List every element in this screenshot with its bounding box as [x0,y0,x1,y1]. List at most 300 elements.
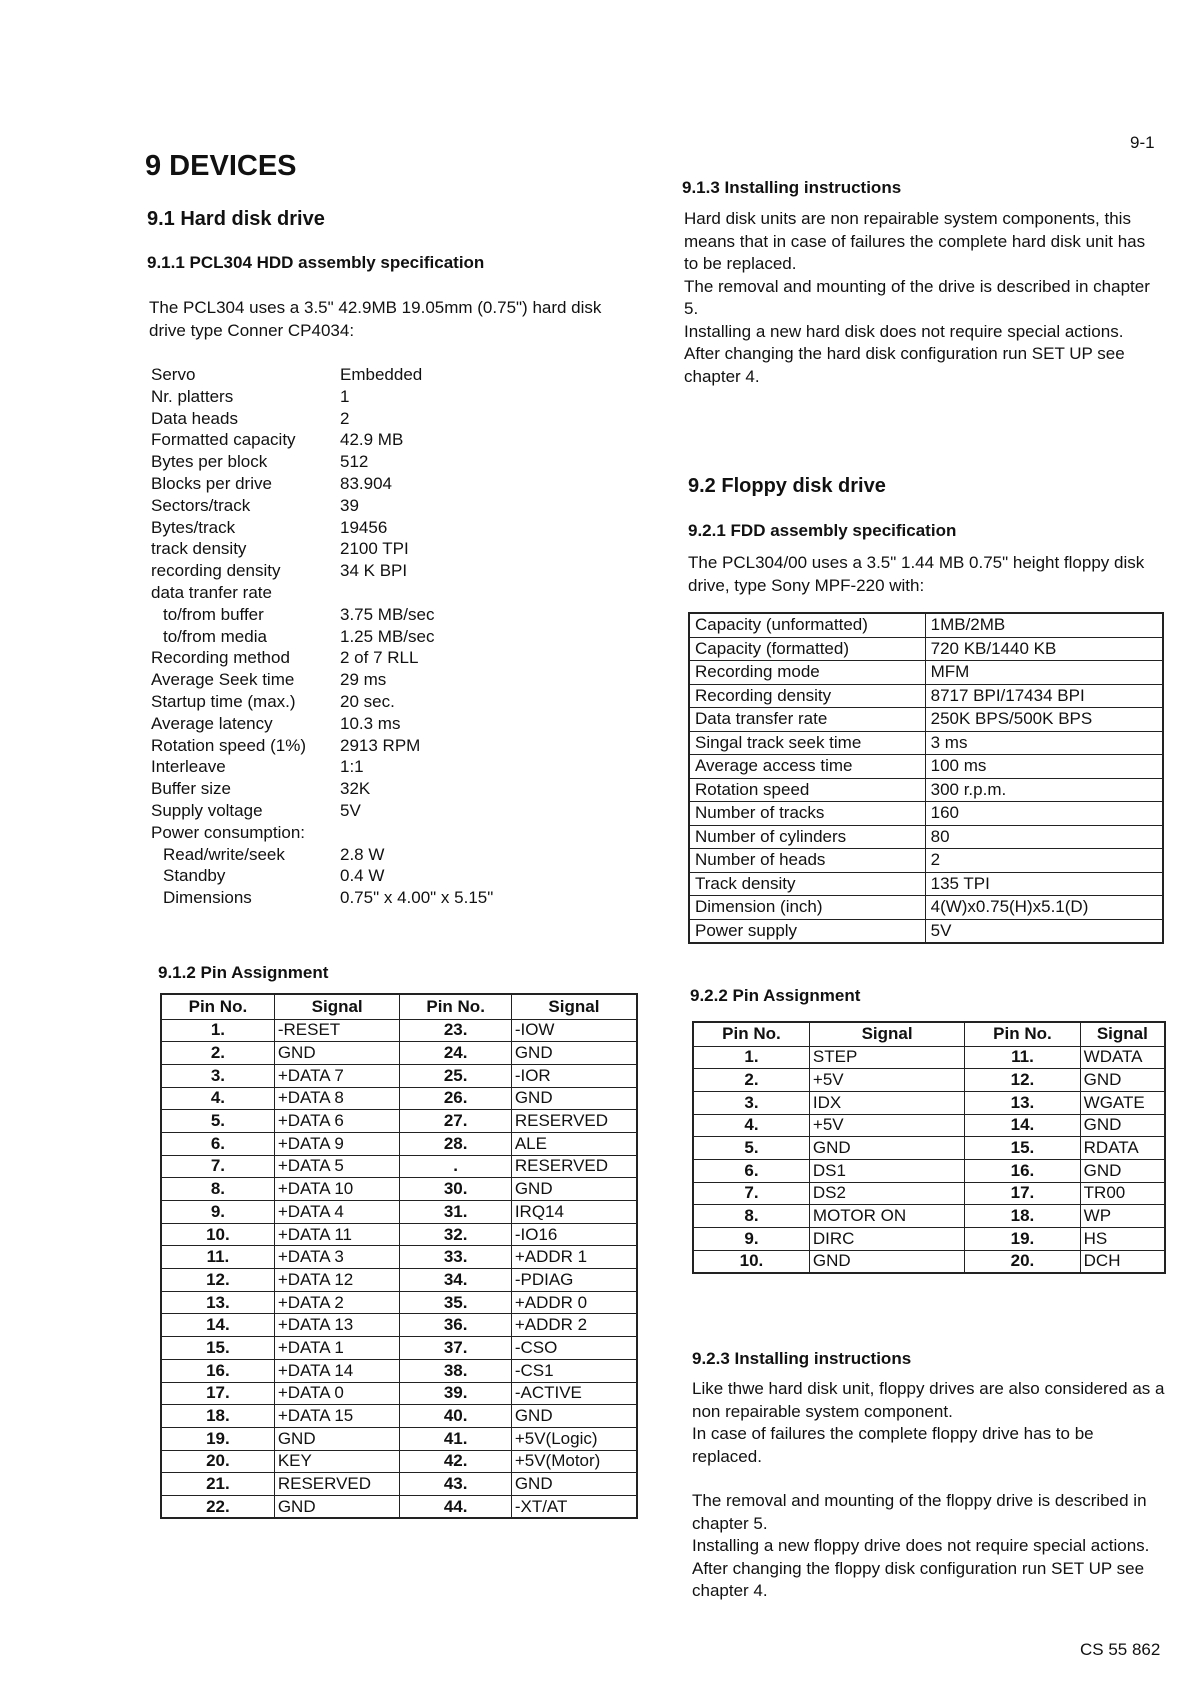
spec-value [340,583,493,605]
pin-number: 7. [693,1182,809,1205]
pin-number: 18. [965,1205,1080,1228]
spec-value: 83.904 [340,473,392,493]
pin-number: 34. [400,1269,511,1292]
pin-number: 22. [161,1495,274,1518]
pin-number: 8. [693,1205,809,1228]
table-row [689,825,1163,849]
spec-row [151,518,493,540]
spec-label: Startup time (max.) [151,691,296,711]
spec-value: 100 ms [925,755,1163,779]
spec-value: 8717 BPI/17434 BPI [925,684,1163,708]
pin-signal: GND [274,1495,400,1518]
spec-label: Supply voltage [151,800,263,820]
spec-label: Average access time [689,755,925,779]
spec-label: Recording method [151,648,290,668]
pin-number: . [400,1155,511,1178]
spec-value: MFM [925,661,1163,685]
table-row [693,1046,1165,1069]
table-row [693,1137,1165,1160]
section-9-1-1-title: 9.1.1 PCL304 HDD assembly specification [147,253,485,272]
pin-signal: IDX [809,1091,964,1114]
table-row [161,1269,637,1292]
pin-signal: GND [1080,1069,1165,1092]
pin-number: 35. [400,1291,511,1314]
spec-row [151,430,493,452]
pin-signal: DS1 [809,1159,964,1182]
spec-value: 5V [925,919,1163,943]
spec-value: 5V [340,800,361,820]
table-row [161,1178,637,1201]
pin-signal: RESERVED [511,1155,637,1178]
document-code: CS 55 862 [1080,1640,1161,1659]
table-row [161,1405,637,1428]
pin-number: 10. [693,1250,809,1273]
section-9-1-2-title: 9.1.2 Pin Assignment [158,963,329,982]
section-9-2-1-title: 9.2.1 FDD assembly specification [688,521,957,540]
spec-label: data tranfer rate [151,582,272,602]
pin-signal: GND [511,1087,637,1110]
spec-label: Servo [151,365,196,384]
spec-label: Nr. platters [151,386,234,406]
pin-number: 23. [400,1019,511,1042]
spec-label: Track density [689,872,925,896]
pin-signal: WGATE [1080,1091,1165,1114]
spec-label: Number of heads [689,849,925,873]
pin-signal: DS2 [809,1182,964,1205]
pin-number: 7. [161,1155,274,1178]
spec-value: 300 r.p.m. [925,778,1163,802]
pin-signal: RESERVED [511,1110,637,1133]
pin-number: 12. [965,1069,1080,1092]
pin-signal: KEY [274,1450,400,1473]
pin-signal: DIRC [809,1228,964,1251]
table-row [689,661,1163,685]
spec-row [151,845,493,867]
table-row [161,1087,637,1110]
pin-signal: -PDIAG [511,1269,637,1292]
table-row [693,1250,1165,1273]
pin-number: 8. [161,1178,274,1201]
pin-signal: +DATA 3 [274,1246,400,1269]
spec-label: Standby [163,866,226,886]
pin-number: 15. [161,1337,274,1360]
pin-number: 39. [400,1382,511,1405]
spec-row [151,409,493,431]
pin-number: 2. [161,1042,274,1065]
table-row [161,1473,637,1496]
paragraph: In case of failures the complete floppy drive has to be replaced. [692,1424,1094,1466]
pin-signal: +DATA 6 [274,1110,400,1133]
pin-number: 27. [400,1110,511,1133]
hdd-install-text [684,208,1154,388]
spec-value: 1.25 MB/sec [340,626,435,646]
pin-signal: IRQ14 [511,1201,637,1224]
spec-row [151,496,493,518]
table-row [693,1228,1165,1251]
spec-label: Interleave [151,757,226,777]
pin-signal: GND [1080,1114,1165,1137]
spec-value: 32K [340,779,371,799]
section-9-2-3-title: 9.2.3 Installing instructions [692,1349,912,1368]
pin-number: 41. [400,1427,511,1450]
table-row [693,1091,1165,1114]
table-row [689,637,1163,661]
pin-signal: GND [511,1042,637,1065]
spec-label: Power supply [689,919,925,943]
spec-row [151,387,493,409]
spec-value: 3.75 MB/sec [340,604,435,624]
spec-value: 2100 TPI [340,539,409,559]
pin-signal: +DATA 8 [274,1087,400,1110]
pin-signal: GND [1080,1159,1165,1182]
spec-row [151,888,493,910]
pin-signal: WP [1080,1205,1165,1228]
pin-number: 38. [400,1359,511,1382]
hdd-spec-list [151,365,493,910]
column-header: Signal [1080,1022,1165,1046]
table-row [161,1155,637,1178]
pin-number: 43. [400,1473,511,1496]
pin-number: 33. [400,1246,511,1269]
table-row [161,1019,637,1042]
paragraph: Hard disk units are non repairable system components, this means that in case of failures the complete hard disk unit has to be replaced. [684,209,1146,273]
spec-value: 1MB/2MB [925,613,1163,637]
pin-signal: HS [1080,1228,1165,1251]
spec-row [151,714,493,736]
chapter-title: 9 DEVICES [145,150,297,182]
pin-number: 17. [161,1382,274,1405]
spec-value: 3 ms [925,731,1163,755]
spec-value: 80 [925,825,1163,849]
pin-signal: -IOR [511,1064,637,1087]
pin-signal: -XT/AT [511,1495,637,1518]
pin-number: 12. [161,1269,274,1292]
pin-signal: +DATA 9 [274,1132,400,1155]
pin-signal: +5V(Logic) [511,1427,637,1450]
pin-signal: -RESET [274,1019,400,1042]
table-row [161,1132,637,1155]
pin-signal: +DATA 7 [274,1064,400,1087]
pin-number: 11. [161,1246,274,1269]
pin-signal: +DATA 2 [274,1291,400,1314]
spec-value: 1:1 [340,757,364,777]
pin-number: 1. [693,1046,809,1069]
pin-signal: +ADDR 0 [511,1291,637,1314]
pin-number: 14. [161,1314,274,1337]
pin-number: 16. [161,1359,274,1382]
pin-number: 26. [400,1087,511,1110]
spec-label: Recording density [689,684,925,708]
table-row [161,1314,637,1337]
spec-row [151,801,493,823]
spec-label: Average Seek time [151,670,295,690]
pin-number: 5. [161,1110,274,1133]
spec-label: Read/write/seek [163,844,285,864]
pin-signal: ALE [511,1132,637,1155]
pin-signal: +5V(Motor) [511,1450,637,1473]
table-row [689,919,1163,943]
pin-signal: RDATA [1080,1137,1165,1160]
pin-signal: +DATA 12 [274,1269,400,1292]
spec-label: Data heads [151,408,238,428]
pin-number: 4. [693,1114,809,1137]
spec-value: 19456 [340,517,388,537]
pin-signal: +DATA 11 [274,1223,400,1246]
spec-label: Formatted capacity [151,430,296,450]
pin-signal: WDATA [1080,1046,1165,1069]
spec-value: 34 K BPI [340,561,408,581]
table-row [693,1069,1165,1092]
spec-value: 135 TPI [925,872,1163,896]
spec-value: 720 KB/1440 KB [925,637,1163,661]
spec-value: Embedded [340,365,423,384]
pin-number: 9. [693,1228,809,1251]
spec-label: Average latency [151,713,273,733]
pin-signal: +ADDR 2 [511,1314,637,1337]
pin-number: 20. [965,1250,1080,1273]
spec-value: 29 ms [340,670,387,690]
section-9-2-2-title: 9.2.2 Pin Assignment [690,986,861,1005]
pin-signal: +DATA 10 [274,1178,400,1201]
table-row [161,1042,637,1065]
spec-value: 4(W)x0.75(H)x5.1(D) [925,896,1163,920]
spec-label: Capacity (unformatted) [689,613,925,637]
pin-signal: -CSO [511,1337,637,1360]
spec-value: 2913 RPM [340,735,421,755]
pin-number: 18. [161,1405,274,1428]
spec-row [151,823,493,845]
spec-row [151,736,493,758]
paragraph: The removal and mounting of the drive is described in chapter 5. [684,276,1150,318]
column-header: Signal [809,1022,964,1046]
pin-number: 32. [400,1223,511,1246]
spec-label: Number of cylinders [689,825,925,849]
spec-label: Bytes per block [151,452,268,472]
spec-row [151,583,493,605]
spec-value: 42.9 MB [340,430,404,450]
pin-signal: +DATA 5 [274,1155,400,1178]
pin-number: 2. [693,1069,809,1092]
pin-signal: DCH [1080,1250,1165,1273]
column-header: Pin No. [400,994,511,1019]
pin-number: 1. [161,1019,274,1042]
pin-number: 3. [693,1091,809,1114]
pin-signal: GND [511,1473,637,1496]
table-row [161,1495,637,1518]
pin-number: 3. [161,1064,274,1087]
spec-value: 1 [340,386,350,406]
pin-number: 25. [400,1064,511,1087]
spec-value [340,823,493,845]
table-row [161,1110,637,1133]
pin-number: 17. [965,1182,1080,1205]
spec-row [151,670,493,692]
pin-signal: GND [274,1427,400,1450]
pin-number: 11. [965,1046,1080,1069]
table-row [161,1427,637,1450]
fdd-pin-table [692,1021,1166,1274]
spec-label: Data transfer rate [689,708,925,732]
spec-label: recording density [151,561,281,581]
spec-label: Rotation speed (1%) [151,735,306,755]
pin-signal: +DATA 15 [274,1405,400,1428]
table-row [689,708,1163,732]
pin-signal: GND [809,1250,964,1273]
fdd-pin-header-row [693,1022,1165,1046]
column-header: Signal [511,994,637,1019]
spec-label: Singal track seek time [689,731,925,755]
paragraph [692,1468,1167,1490]
pin-number: 13. [965,1091,1080,1114]
pin-signal: GND [809,1137,964,1160]
fdd-spec-table [688,612,1164,944]
table-row [693,1182,1165,1205]
pin-signal: TR00 [1080,1182,1165,1205]
spec-value: 0.75" x 4.00" x 5.15" [340,888,494,908]
paragraph: The removal and mounting of the floppy drive is described in chapter 5. [692,1491,1147,1533]
spec-row [151,779,493,801]
pin-signal: GND [511,1405,637,1428]
spec-value: 2.8 W [340,844,385,864]
pin-signal: MOTOR ON [809,1205,964,1228]
pin-number: 44. [400,1495,511,1518]
pin-signal: -IO16 [511,1223,637,1246]
hdd-intro: The PCL304 uses a 3.5" 42.9MB 19.05mm (0.75") hard disk drive type Conner CP4034: [149,298,602,340]
paragraph: Installing a new floppy drive does not require special actions. After changing the floppy disk configuration run SET UP see chapter 4. [692,1536,1150,1600]
spec-label: Sectors/track [151,495,251,515]
pin-signal: -ACTIVE [511,1382,637,1405]
table-row [689,778,1163,802]
spec-label: Power consumption: [151,822,306,842]
pin-signal: +DATA 0 [274,1382,400,1405]
pin-signal: +DATA 14 [274,1359,400,1382]
spec-label: track density [151,539,247,559]
pin-number: 14. [965,1114,1080,1137]
spec-label: Capacity (formatted) [689,637,925,661]
pin-number: 30. [400,1178,511,1201]
spec-row [151,605,493,627]
table-row [689,872,1163,896]
pin-number: 9. [161,1201,274,1224]
pin-number: 40. [400,1405,511,1428]
spec-value: 2 of 7 RLL [340,648,419,668]
table-row [689,613,1163,637]
pin-signal: +5V [809,1069,964,1092]
pin-number: 31. [400,1201,511,1224]
table-row [161,1064,637,1087]
hdd-pin-table [160,993,638,1519]
spec-row [151,452,493,474]
pin-signal: +DATA 4 [274,1201,400,1224]
table-row [693,1114,1165,1137]
paragraph: Installing a new hard disk does not require special actions. After changing the hard disk configuration run SET UP see chapter 4. [684,321,1125,386]
spec-row [151,627,493,649]
spec-label: to/from media [163,626,267,646]
pin-number: 15. [965,1137,1080,1160]
column-header: Pin No. [693,1022,809,1046]
hdd-pin-header-row [161,994,637,1019]
spec-row [151,365,493,387]
table-row [161,1201,637,1224]
spec-row [151,474,493,496]
table-row [161,1450,637,1473]
fdd-install-text [692,1378,1167,1603]
pin-number: 19. [161,1427,274,1450]
section-9-1-title: 9.1 Hard disk drive [147,208,325,230]
page-number: 9-1 [1130,133,1155,152]
section-9-2-title: 9.2 Floppy disk drive [688,475,886,497]
pin-signal: RESERVED [274,1473,400,1496]
fdd-intro: The PCL304/00 uses a 3.5" 1.44 MB 0.75" height floppy disk drive, type Sony MPF-220 with: [688,553,1145,595]
pin-signal: GND [511,1178,637,1201]
spec-value: 512 [340,452,369,472]
pin-signal: GND [274,1042,400,1065]
pin-number: 10. [161,1223,274,1246]
pin-signal: +5V [809,1114,964,1137]
table-row [161,1246,637,1269]
spec-row [151,692,493,714]
spec-row [151,539,493,561]
pin-signal: STEP [809,1046,964,1069]
table-row [161,1359,637,1382]
spec-value: 2 [340,408,350,428]
column-header: Pin No. [161,994,274,1019]
spec-label: Dimensions [163,888,252,908]
pin-number: 28. [400,1132,511,1155]
spec-row [151,648,493,670]
spec-value: 2 [925,849,1163,873]
table-row [689,849,1163,873]
spec-label: Number of tracks [689,802,925,826]
spec-value: 160 [925,802,1163,826]
pin-signal: -IOW [511,1019,637,1042]
column-header: Pin No. [965,1022,1080,1046]
spec-row [151,757,493,779]
table-row [161,1223,637,1246]
spec-label: Dimension (inch) [689,896,925,920]
pin-number: 6. [693,1159,809,1182]
spec-label: Bytes/track [151,517,236,537]
pin-number: 36. [400,1314,511,1337]
pin-number: 6. [161,1132,274,1155]
pin-number: 16. [965,1159,1080,1182]
spec-value: 20 sec. [340,691,395,711]
table-row [693,1159,1165,1182]
pin-signal: +ADDR 1 [511,1246,637,1269]
table-row [693,1205,1165,1228]
pin-signal: +DATA 1 [274,1337,400,1360]
table-row [689,731,1163,755]
table-row [161,1291,637,1314]
spec-value: 250K BPS/500K BPS [925,708,1163,732]
spec-value: 10.3 ms [340,713,401,733]
pin-number: 42. [400,1450,511,1473]
spec-value: 0.4 W [340,866,385,886]
pin-number: 19. [965,1228,1080,1251]
spec-label: to/from buffer [163,604,264,624]
pin-number: 4. [161,1087,274,1110]
table-row [161,1382,637,1405]
paragraph: Like thwe hard disk unit, floppy drives are also considered as a non repairable system component. [692,1379,1165,1421]
pin-signal: +DATA 13 [274,1314,400,1337]
section-9-1-3-title: 9.1.3 Installing instructions [682,178,902,197]
table-row [689,684,1163,708]
spec-row [151,561,493,583]
pin-number: 37. [400,1337,511,1360]
spec-value: 39 [340,495,359,515]
spec-label: Buffer size [151,779,232,799]
spec-label: Rotation speed [689,778,925,802]
